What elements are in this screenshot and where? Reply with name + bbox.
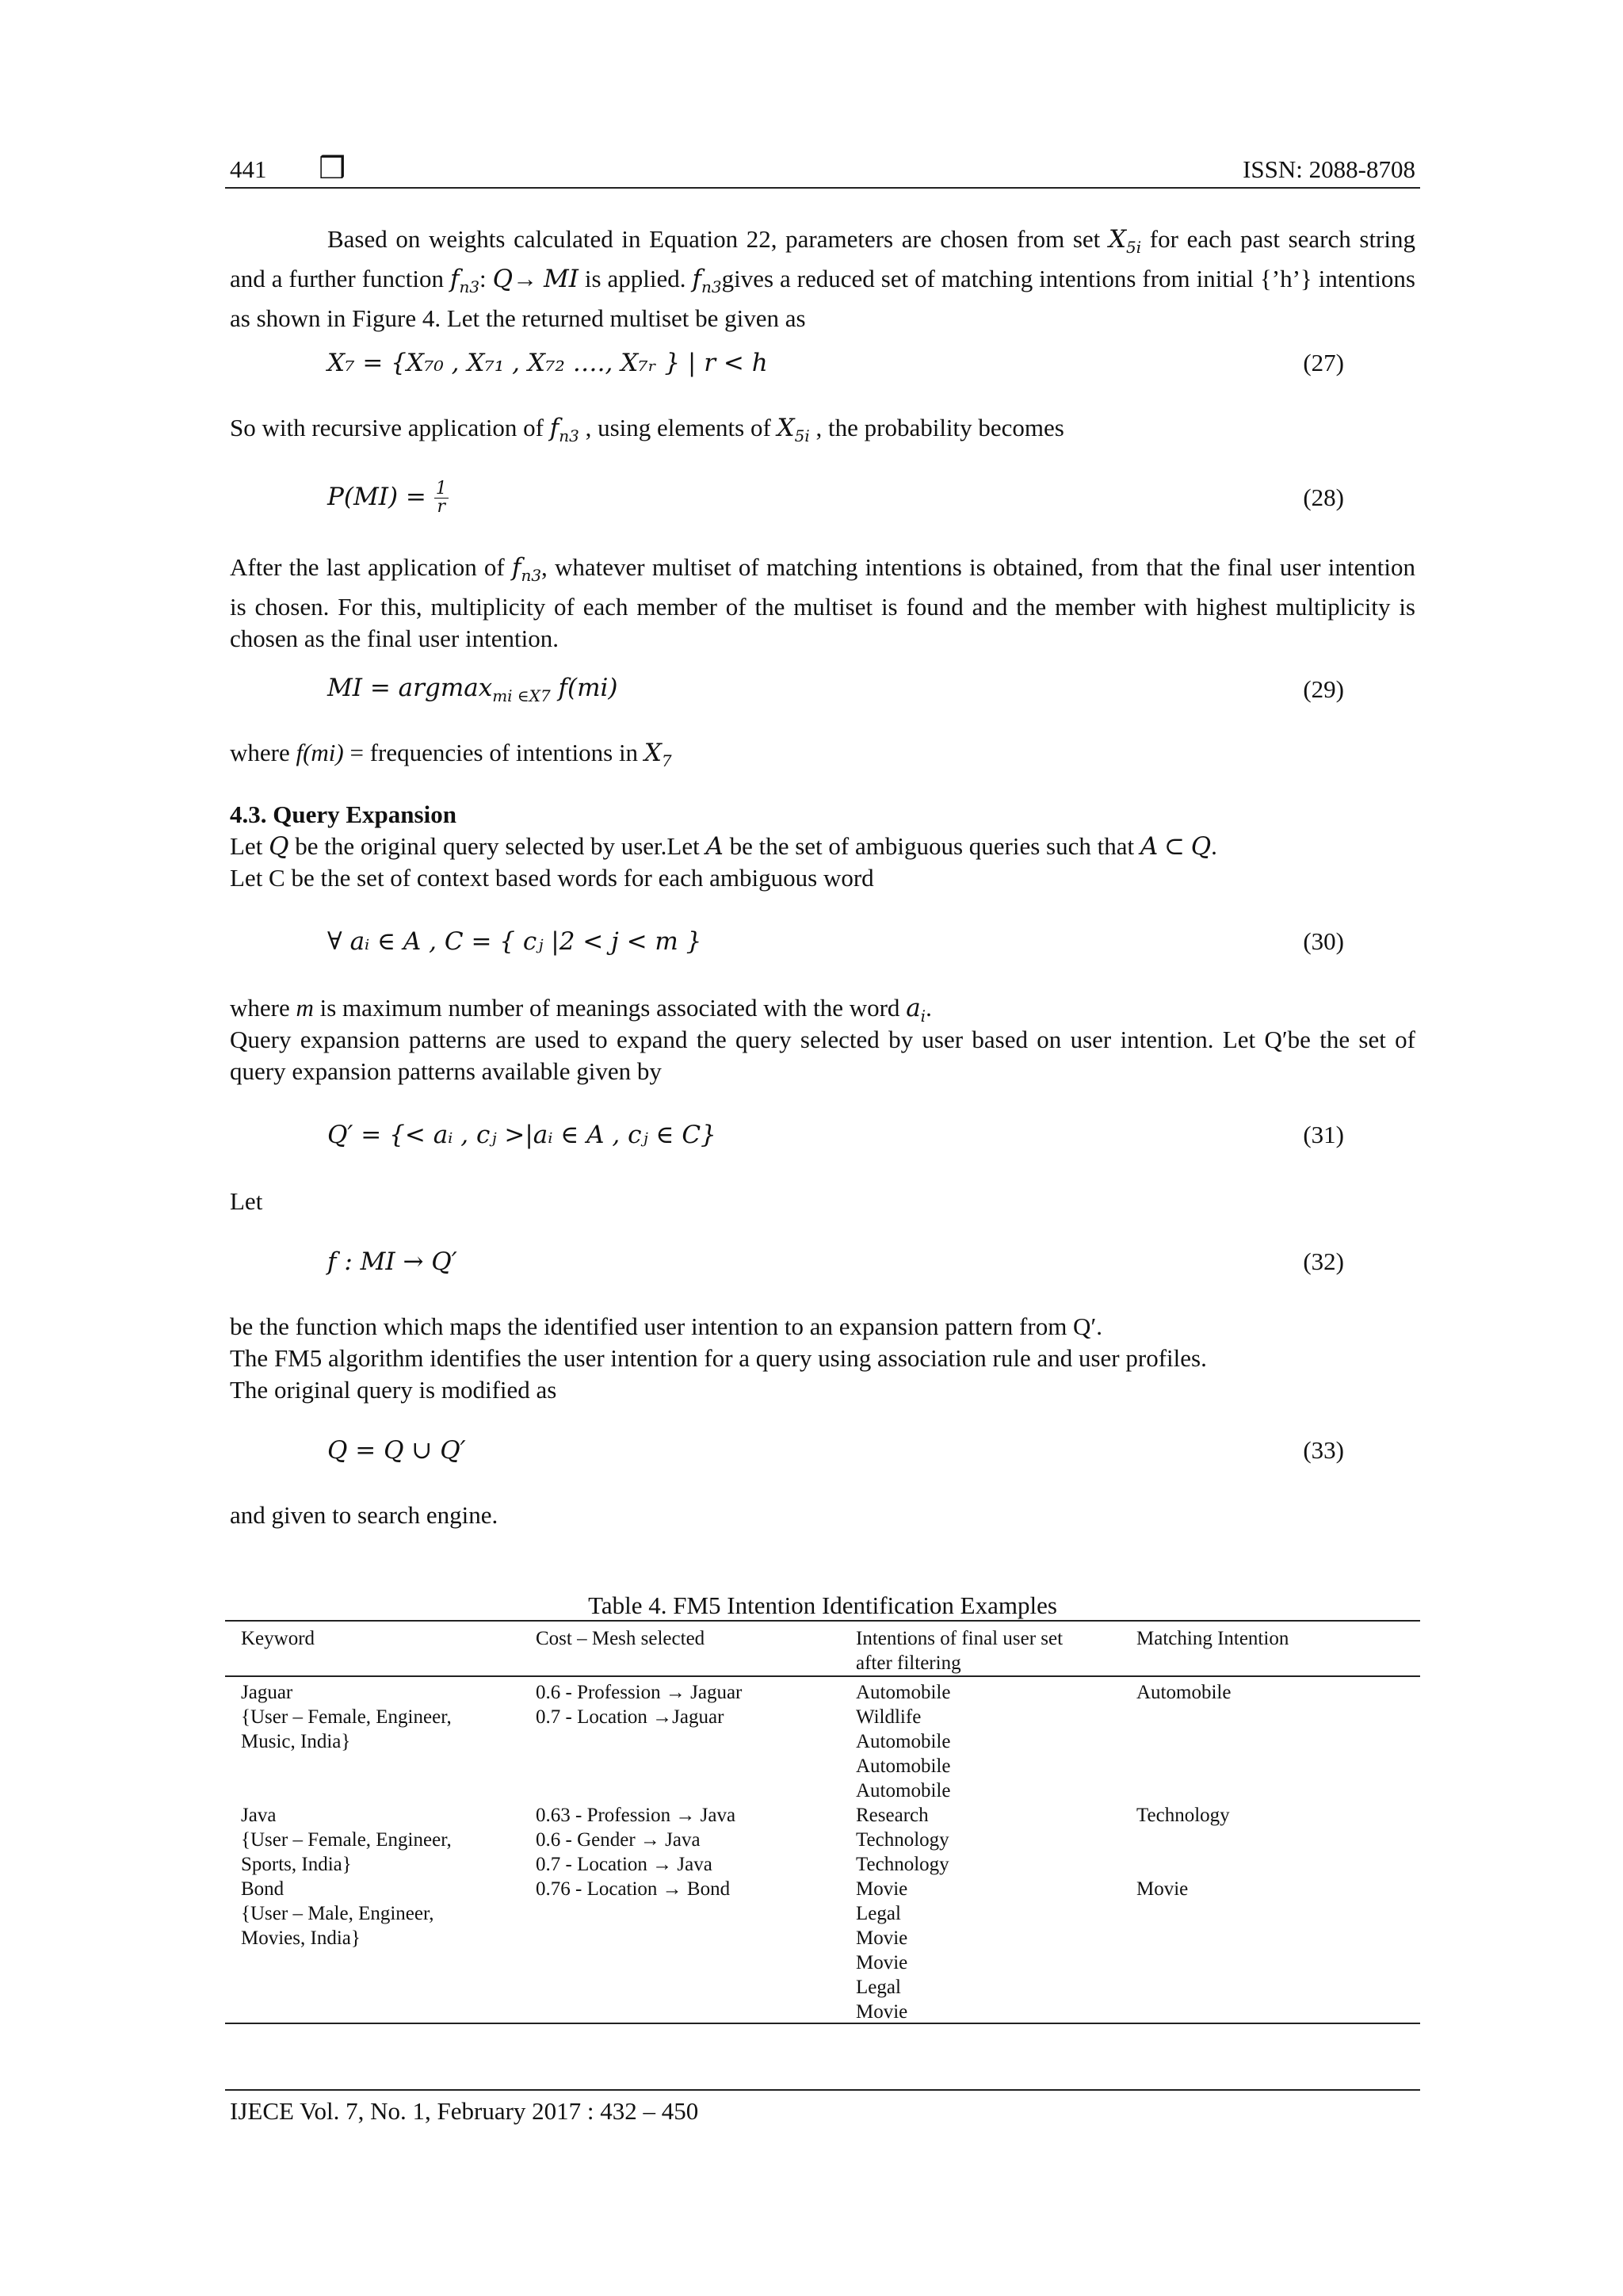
table-caption: Table 4. FM5 Intention Identification Examples: [588, 1591, 1057, 1619]
box-icon: ❒: [319, 151, 346, 185]
footer-rule: [225, 2089, 1420, 2091]
keyword-cell-line: Movies, India}: [241, 1927, 361, 1949]
equation-30-number: (30): [1303, 927, 1344, 955]
equation-32: f : MI → Q′: [327, 1247, 457, 1276]
table-row: [225, 1803, 1420, 1877]
qe-l1c: be the set of ambiguous queries such that: [723, 832, 1140, 860]
header-rule: [225, 187, 1420, 189]
cost-cell-line: 0.7 - Location → Java: [536, 1854, 712, 1875]
para2-text-c: , the probability becomes: [809, 414, 1064, 441]
cost-cell-line: 0.7 - Location →Jaguar: [536, 1706, 724, 1728]
para2-text-a: So with recursive application of: [230, 414, 550, 441]
para1-text-b: for each past search string and a further function: [230, 225, 1415, 293]
cost-cell-line: 0.63 - Profession → Java: [536, 1805, 736, 1826]
keyword-cell: [225, 1877, 520, 2024]
keyword-cell-line: Music, India}: [241, 1731, 351, 1752]
footer-journal: IJECE Vol. 7, No. 1, February 2017 : 432 – 450: [230, 2097, 699, 2125]
equation-29: [327, 674, 618, 705]
matching-cell-line: Automobile: [1136, 1682, 1232, 1703]
qe2-line-1: where m is maximum number of meanings associated with the word $a_i$.: [230, 994, 932, 1026]
intentions-cell-line: Technology: [856, 1829, 949, 1851]
cost-cell-line: 0.76 - Location → Bond: [536, 1878, 731, 1900]
where1-f: f(mi): [296, 739, 344, 766]
intentions-cell-line: Automobile: [856, 1682, 951, 1703]
para1-text-d: gives a reduced set of matching intentions from initial {’h’} intentions as shown in Figure 4. Let the returned multiset be given as: [230, 265, 1416, 333]
paragraph-weights: Based on weights calculated in Equation 22, parameters are chosen from set $X_{5i}$ for each past search string and a further function $f_{n3}$: Q→ MI is applied. $f_{n3}gives$ a reduced set of matching intentions from initial {’h’} intentions as shown in Figure 4. Let the returned multiset be given as: [230, 225, 1416, 333]
table-4: [225, 1626, 1420, 2024]
keyword-cell-line: {User – Female, Engineer,: [241, 1706, 452, 1728]
matching-cell: [1121, 1803, 1420, 1877]
intentions-cell: [840, 1877, 1121, 2024]
eq28-denominator: r: [437, 497, 445, 517]
issn: ISSN: 2088-8708: [1243, 155, 1415, 183]
intentions-cell: [840, 1676, 1121, 1803]
equation-28-number: (28): [1303, 483, 1344, 511]
qe3-line-1: be the function which maps the identified user intention to an expansion pattern from Q′.: [230, 1312, 1102, 1340]
qe2-l1a: where: [230, 994, 296, 1022]
qe2-l1b: is maximum number of meanings associated with the word: [313, 994, 907, 1022]
equation-33: Q = Q ∪ Q′: [327, 1436, 466, 1465]
closing-text: and given to search engine.: [230, 1501, 498, 1529]
equation-30: ∀ aᵢ ∈ A , C = { cⱼ |2 < j < m }: [327, 927, 702, 956]
eq28-lhs: P(MI) =: [327, 483, 434, 511]
intentions-cell-line: Automobile: [856, 1755, 951, 1777]
eq29-main: MI = argmax: [327, 674, 493, 702]
keyword-cell-line: {User – Male, Engineer,: [241, 1903, 434, 1924]
eq29-sub: mi ∈X7: [492, 686, 551, 706]
intentions-cell-line: Legal: [856, 1977, 901, 1998]
qe3-line-2: The FM5 algorithm identifies the user intention for a query using association rule and user profiles.: [230, 1344, 1207, 1372]
where-frequencies: where f(mi) = frequencies of intentions in $X_7$: [230, 739, 672, 771]
header-cost: Cost – Mesh selected: [536, 1628, 705, 1649]
para3-text-b: , whatever multiset of matching intentions is obtained, from that the final user intention is chosen. For this, multiplicity of each member of the multiset is found and the member with highest multiplicity is chosen as the final user intention.: [230, 553, 1415, 653]
equation-31: Q′ = {< aᵢ , cⱼ >|aᵢ ∈ A , cⱼ ∈ C}: [327, 1121, 716, 1149]
let-text: Let: [230, 1187, 263, 1215]
where1-a: where: [230, 739, 296, 766]
cost-cell-line: 0.6 - Profession → Jaguar: [536, 1682, 743, 1703]
cost-cell-line: 0.6 - Gender → Java: [536, 1829, 701, 1851]
para3-text-a: After the last application of: [230, 553, 512, 581]
keyword-cell-line: Java: [241, 1805, 277, 1826]
qe-line-2: Let C be the set of context based words for each ambiguous word: [230, 864, 874, 892]
qe2-paragraph: Query expansion patterns are used to expand the query selected by user based on user intention. Let Q′be the set of query expansion patterns available given by: [230, 1026, 1415, 1085]
intentions-cell-line: Movie: [856, 2001, 908, 2023]
table-row: [225, 1676, 1420, 1803]
qe2-l1m: m: [296, 994, 314, 1022]
qe-l1b: be the original query selected by user.Let: [288, 832, 706, 860]
keyword-cell: [225, 1676, 520, 1803]
cost-cell: [520, 1803, 840, 1877]
intentions-cell-line: Automobile: [856, 1780, 951, 1801]
table-header-row: [225, 1626, 1420, 1676]
cost-cell: [520, 1877, 840, 2024]
table-row: [225, 1877, 1420, 2024]
header-matching: Matching Intention: [1136, 1628, 1289, 1649]
equation-27: X₇ = {X₇₀ , X₇₁ , X₇₂ …., X₇ᵣ } | r < h: [327, 349, 768, 377]
keyword-cell-line: Jaguar: [241, 1682, 293, 1703]
qe3-line-3: The original query is modified as: [230, 1376, 557, 1404]
matching-cell: [1121, 1676, 1420, 1803]
intentions-cell-line: Movie: [856, 1952, 908, 1973]
paragraph-recursive: So with recursive application of $f_{n3}$ , using elements of $X_{5i}$ , the probability becomes: [230, 414, 1064, 446]
paragraph-last-application: After the last application of $f_{n3}$, whatever multiset of matching intentions is obtained, from that the final user intention is chosen. For this, multiplicity of each member of the multiset is found and the member with highest multiplicity is chosen as the final user intention.: [230, 553, 1415, 653]
keyword-cell-line: {User – Female, Engineer,: [241, 1829, 452, 1851]
intentions-cell-line: Automobile: [856, 1731, 951, 1752]
intentions-cell-line: Movie: [856, 1878, 908, 1900]
header-intentions: Intentions of final user set after filtering: [856, 1628, 1064, 1674]
equation-31-number: (31): [1303, 1121, 1344, 1148]
matching-cell-line: Technology: [1136, 1805, 1230, 1826]
intentions-cell-line: Movie: [856, 1927, 908, 1949]
para1-text-c: is applied.: [578, 265, 693, 293]
para1-text-a: Based on weights calculated in Equation 22, parameters are chosen from set: [327, 225, 1109, 253]
intentions-cell-line: Legal: [856, 1903, 901, 1924]
where1-b: = frequencies of intentions in: [343, 739, 644, 766]
equation-29-number: (29): [1303, 675, 1344, 703]
keyword-cell-line: Bond: [241, 1878, 285, 1900]
intentions-cell-line: Research: [856, 1805, 929, 1826]
qe-l1a: Let: [230, 832, 269, 860]
eq28-numerator: 1: [435, 479, 447, 499]
matching-cell-line: Movie: [1136, 1878, 1189, 1900]
equation-32-number: (32): [1303, 1247, 1344, 1275]
matching-cell: [1121, 1877, 1420, 2024]
cost-cell: [520, 1676, 840, 1803]
para2-text-b: , using elements of: [579, 414, 777, 441]
intentions-cell-line: Technology: [856, 1854, 949, 1875]
keyword-cell: [225, 1803, 520, 1877]
keyword-cell-line: Sports, India}: [241, 1854, 352, 1875]
intentions-cell: [840, 1803, 1121, 1877]
table-bottom-rule: [225, 2023, 1420, 2024]
equation-33-number: (33): [1303, 1436, 1344, 1464]
equation-27-number: (27): [1303, 349, 1344, 376]
table-top-rule: [225, 1620, 1420, 1622]
equation-28: [327, 480, 449, 516]
header-keyword: Keyword: [241, 1628, 315, 1649]
intentions-cell-line: Wildlife: [856, 1706, 922, 1728]
section-title: 4.3. Query Expansion: [230, 800, 456, 828]
page-number: 441: [230, 155, 267, 183]
qe-line-1: Let Q be the original query selected by user.Let A be the set of ambiguous queries such that A ⊂ Q.: [230, 832, 1217, 861]
eq29-tail: f(mi): [550, 674, 618, 702]
